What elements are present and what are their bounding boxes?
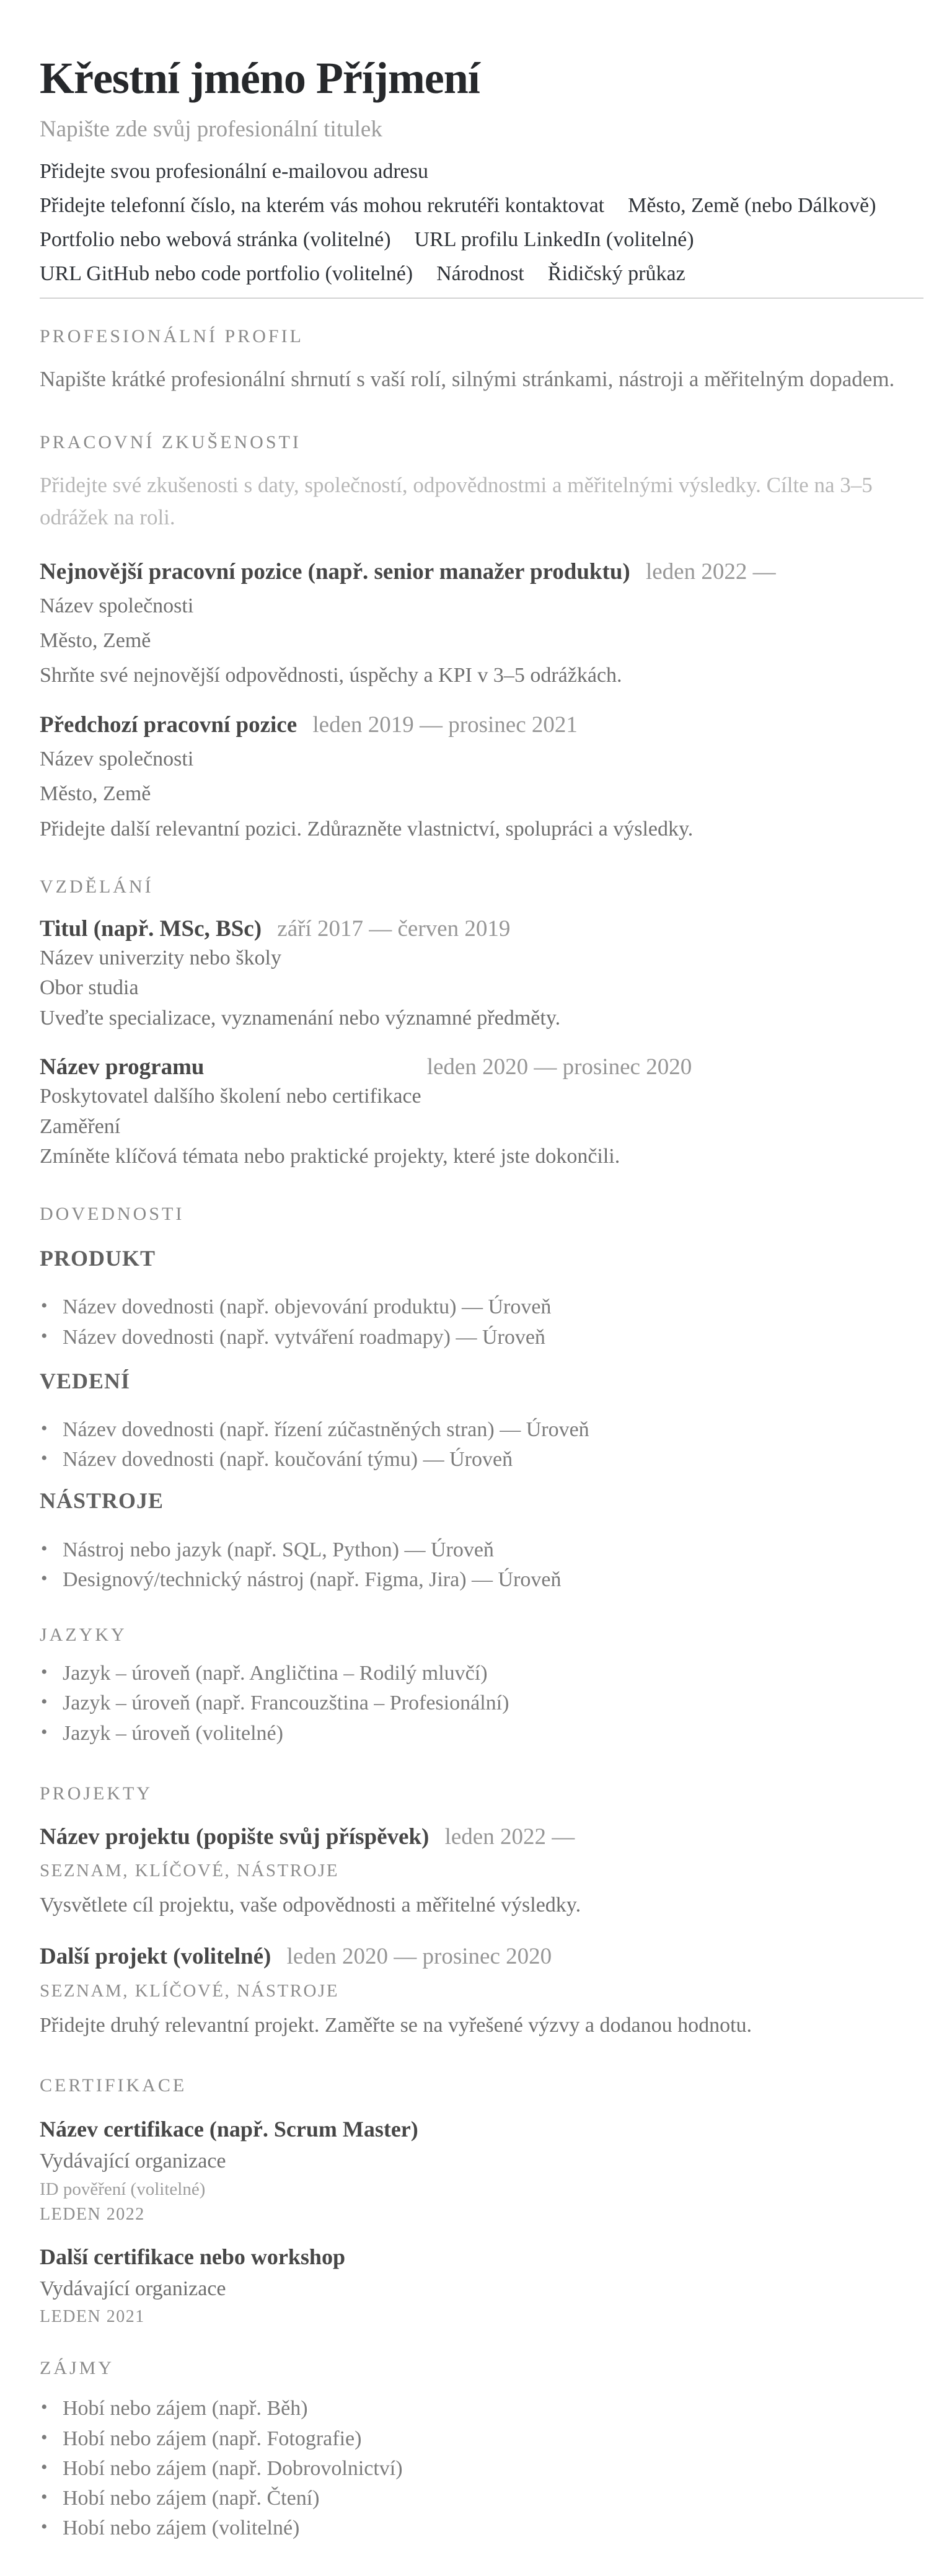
skills-list xyxy=(40,1537,923,1594)
language-item: • Jazyk – úroveň (volitelné) xyxy=(40,1720,923,1747)
job-title: Předchozí pracovní pozice xyxy=(40,712,298,738)
interests-section-heading: ZÁJMY xyxy=(40,2358,115,2379)
interest-item: • Hobí nebo zájem (např. Čtení) xyxy=(40,2485,923,2512)
section-profile xyxy=(40,327,923,396)
school-name: Poskytovatel dalšího školení nebo certifikace xyxy=(40,1085,421,1108)
education-dates: leden 2020 — prosinec 2020 xyxy=(426,1054,692,1080)
project-tags: SEZNAM, KLÍČOVÉ, NÁSTROJE xyxy=(40,1861,339,1881)
project-title: Název projektu (popište svůj příspěvek) xyxy=(40,1824,430,1850)
contact-item-driving-license: Řidičský průkaz xyxy=(547,262,685,285)
header-divider xyxy=(40,298,923,299)
contact-item-portfolio: Portfolio nebo webová stránka (volitelné) xyxy=(40,228,391,251)
certifications-section-heading: CERTIFIKACE xyxy=(40,2075,187,2096)
education-entry xyxy=(40,1054,923,1170)
job-entry xyxy=(40,559,923,690)
section-skills xyxy=(40,1205,923,1594)
education-description: Zmíněte klíčová témata nebo praktické projekty, které jste dokončili. xyxy=(40,1144,620,1168)
field-of-study: Zaměření xyxy=(40,1114,121,1138)
company-name: Název společnosti xyxy=(40,594,194,618)
skills-group xyxy=(40,1488,923,1594)
languages-list xyxy=(40,1660,923,1747)
section-interests xyxy=(40,2359,923,2542)
certification-entry xyxy=(40,2244,923,2327)
professional-headline: Napište zde svůj profesionální titulek xyxy=(40,116,382,142)
skills-group-label: PRODUKT xyxy=(40,1245,156,1271)
profile-section-heading: PROFESIONÁLNÍ PROFIL xyxy=(40,326,304,346)
job-dates: leden 2019 — prosinec 2021 xyxy=(312,712,578,738)
degree-title: Titul (např. MSc, BSc) xyxy=(40,915,262,942)
project-title: Další projekt (volitelné) xyxy=(40,1944,271,1970)
job-title-row xyxy=(40,559,923,586)
contact-item-phone: Přidejte telefonní číslo, na kterém vás mohou rekrutéři kontaktovat xyxy=(40,194,605,217)
interest-item: • Hobí nebo zájem (volitelné) xyxy=(40,2515,923,2542)
project-dates: leden 2020 — prosinec 2020 xyxy=(286,1944,552,1970)
contact-row xyxy=(40,229,923,250)
section-languages xyxy=(40,1626,923,1747)
skills-list xyxy=(40,1294,923,1351)
education-section-heading: VZDĚLÁNÍ xyxy=(40,876,154,897)
education-title-row xyxy=(40,1054,923,1081)
project-title-row xyxy=(40,1944,923,1970)
skills-list xyxy=(40,1416,923,1473)
job-dates: leden 2022 — xyxy=(645,558,776,584)
job-location: Město, Země xyxy=(40,629,151,653)
issuing-organization: Vydávající organizace xyxy=(40,2149,226,2172)
issuing-organization: Vydávající organizace xyxy=(40,2277,226,2300)
project-tags: SEZNAM, KLÍČOVÉ, NÁSTROJE xyxy=(40,1980,339,2001)
company-name: Název společnosti xyxy=(40,748,194,771)
education-description: Uveďte specializace, vyznamenání nebo významné předměty. xyxy=(40,1006,561,1030)
contact-item-nationality: Národnost xyxy=(436,262,524,285)
profile-summary: Napište krátké profesionální shrnutí s vaší rolí, silnými stránkami, nástroji a měřitelným dopadem. xyxy=(40,367,895,391)
contact-item-email: Přidejte svou profesionální e-mailovou adresu xyxy=(40,160,428,183)
section-projects xyxy=(40,1784,923,2039)
skills-group-label: NÁSTROJE xyxy=(40,1488,164,1514)
project-entry xyxy=(40,1944,923,2039)
experience-section-heading: PRACOVNÍ ZKUŠENOSTI xyxy=(40,431,301,452)
job-title-row xyxy=(40,712,923,739)
skill-item: • Název dovednosti (např. vytváření roadmapy) — Úroveň xyxy=(40,1324,923,1351)
job-title: Nejnovější pracovní pozice (např. senior manažer produktu) xyxy=(40,558,630,584)
contact-item-location: Město, Země (nebo Dálkově) xyxy=(628,194,876,217)
projects-section-heading: PROJEKTY xyxy=(40,1783,153,1804)
skill-item: • Název dovednosti (např. objevování produktu) — Úroveň xyxy=(40,1294,923,1321)
project-dates: leden 2022 — xyxy=(444,1824,575,1850)
project-description: Přidejte druhý relevantní projekt. Zaměřte se na vyřešené výzvy a dodanou hodnotu. xyxy=(40,2013,752,2037)
skills-group xyxy=(40,1246,923,1351)
contact-row xyxy=(40,161,923,182)
job-entry xyxy=(40,712,923,843)
interests-list xyxy=(40,2395,923,2542)
section-experience xyxy=(40,433,923,843)
contact-row xyxy=(40,195,923,216)
language-item: • Jazyk – úroveň (např. Angličtina – Rodilý mluvčí) xyxy=(40,1660,923,1687)
project-entry xyxy=(40,1824,923,1920)
contact-item-linkedin: URL profilu LinkedIn (volitelné) xyxy=(414,228,694,251)
education-entry xyxy=(40,916,923,1032)
languages-section-heading: JAZYKY xyxy=(40,1625,127,1646)
experience-intro: Přidejte své zkušenosti s daty, společností, odpovědnostmi a měřitelnými výsledky. Cílte na 3–5 odrážek na roli. xyxy=(40,472,873,529)
school-name: Název univerzity nebo školy xyxy=(40,946,281,970)
resume-header xyxy=(40,55,923,299)
interest-item: • Hobí nebo zájem (např. Běh) xyxy=(40,2395,923,2422)
contact-block xyxy=(40,161,923,285)
education-title-row xyxy=(40,916,923,943)
project-title-row xyxy=(40,1824,923,1851)
project-description: Vysvětlete cíl projektu, vaše odpovědnosti a měřitelné výsledky. xyxy=(40,1894,581,1917)
certification-date: LEDEN 2021 xyxy=(40,2306,145,2326)
certification-title: Název certifikace (např. Scrum Master) xyxy=(40,2116,418,2142)
interest-item: • Hobí nebo zájem (např. Dobrovolnictví) xyxy=(40,2455,923,2482)
skill-item: • Název dovednosti (např. koučování týmu) — Úroveň xyxy=(40,1446,923,1473)
person-name: Křestní jméno Příjmení xyxy=(40,53,480,103)
language-item: • Jazyk – úroveň (např. Francouzština – Profesionální) xyxy=(40,1690,923,1717)
skill-item: • Název dovednosti (např. řízení zúčastněných stran) — Úroveň xyxy=(40,1416,923,1444)
interest-item: • Hobí nebo zájem (např. Fotografie) xyxy=(40,2425,923,2453)
field-of-study: Obor studia xyxy=(40,976,139,1000)
section-education xyxy=(40,878,923,1170)
skills-group xyxy=(40,1369,923,1474)
skills-section-heading: DOVEDNOSTI xyxy=(40,1203,185,1224)
contact-row xyxy=(40,263,923,285)
credential-id: ID pověření (volitelné) xyxy=(40,2179,206,2200)
section-certifications xyxy=(40,2076,923,2327)
job-location: Město, Země xyxy=(40,782,151,806)
job-description: Shrňte své nejnovější odpovědnosti, úspěchy a KPI v 3–5 odrážkách. xyxy=(40,664,622,687)
program-title: Název programu xyxy=(40,1054,205,1080)
skills-group-label: VEDENÍ xyxy=(40,1368,131,1393)
skill-item: • Designový/technický nástroj (např. Figma, Jira) — Úroveň xyxy=(40,1566,923,1594)
certification-date: LEDEN 2022 xyxy=(40,2204,145,2224)
education-dates: září 2017 — červen 2019 xyxy=(277,915,511,942)
contact-item-github: URL GitHub nebo code portfolio (volitelné) xyxy=(40,262,413,285)
job-description: Přidejte další relevantní pozici. Zdůrazněte vlastnictví, spolupráci a výsledky. xyxy=(40,817,694,840)
certification-entry xyxy=(40,2116,923,2225)
certification-title: Další certifikace nebo workshop xyxy=(40,2244,345,2269)
skill-item: • Nástroj nebo jazyk (např. SQL, Python) — Úroveň xyxy=(40,1537,923,1564)
